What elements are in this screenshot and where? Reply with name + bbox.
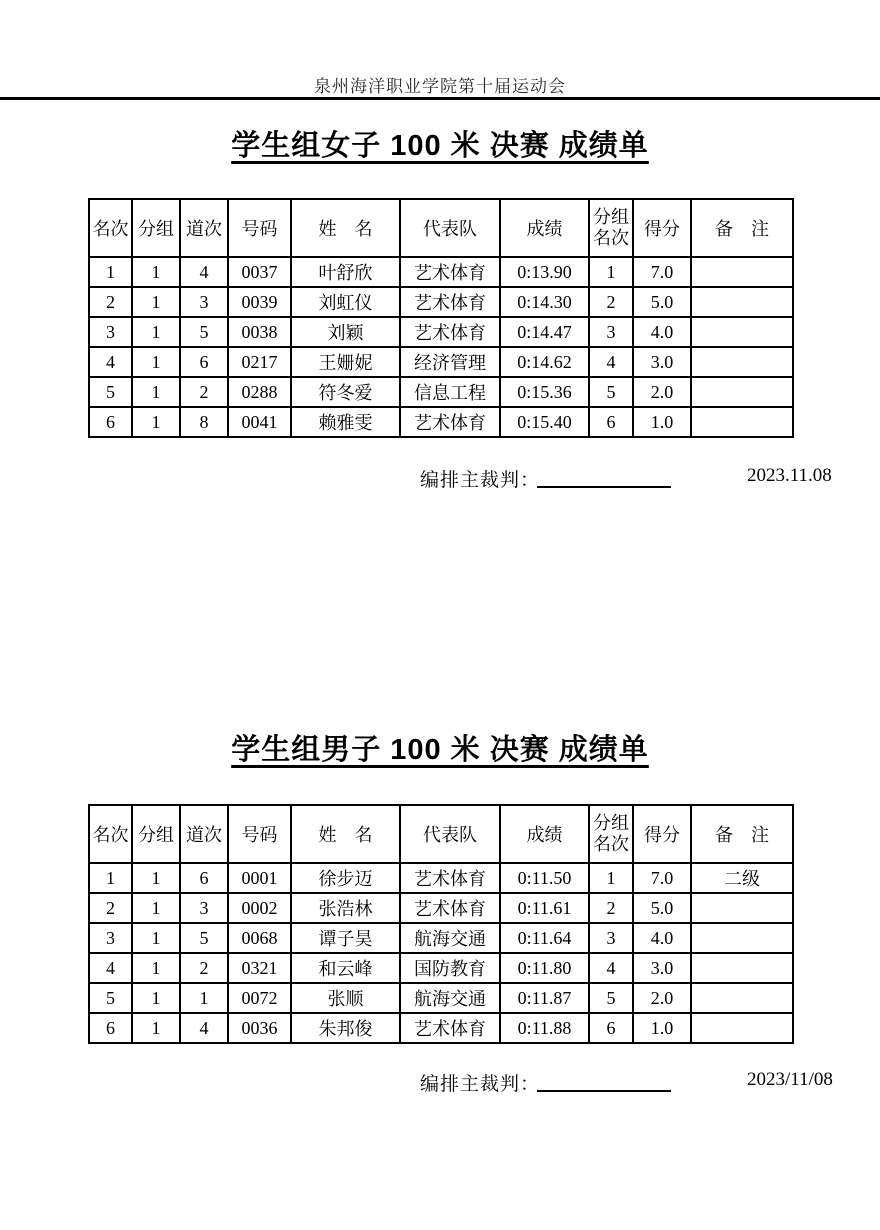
table-row: [89, 407, 793, 437]
table-row: [89, 317, 793, 347]
table-cell: [691, 257, 793, 287]
table-cell: 1: [132, 257, 180, 287]
chief-referee-label: 编排主裁判：: [420, 470, 541, 491]
table-cell: 0068: [228, 923, 291, 953]
signature-row-men: [0, 1069, 880, 1097]
table-row: [89, 257, 793, 287]
table-row: [89, 377, 793, 407]
table-cell: 1: [180, 983, 228, 1013]
table-cell: 5.0: [633, 287, 691, 317]
table-cell: 3: [180, 287, 228, 317]
table-cell: 刘颖: [291, 317, 400, 347]
column-header-remarks: 备 注: [691, 199, 793, 257]
table-cell: 艺术体育: [400, 407, 500, 437]
table-cell: 0:15.40: [500, 407, 589, 437]
table-cell: 2: [589, 893, 633, 923]
table-cell: 4: [89, 347, 132, 377]
table-row: [89, 893, 793, 923]
table-cell: 1: [132, 407, 180, 437]
column-header-number: 号码: [228, 199, 291, 257]
table-cell: 8: [180, 407, 228, 437]
table-cell: [691, 923, 793, 953]
column-header-group-rank-line2: 名次: [593, 834, 629, 854]
table-row: [89, 347, 793, 377]
table-cell: 符冬爱: [291, 377, 400, 407]
table-row: [89, 1013, 793, 1043]
table-cell: 1.0: [633, 1013, 691, 1043]
table-cell: 1: [132, 953, 180, 983]
column-header-team: 代表队: [400, 199, 500, 257]
table-cell: 2: [589, 287, 633, 317]
table-cell: 4: [180, 1013, 228, 1043]
table-cell: [691, 377, 793, 407]
chief-referee-label: 编排主裁判：: [420, 1074, 541, 1095]
table-cell: [691, 317, 793, 347]
table-cell: 0039: [228, 287, 291, 317]
table-cell: 二级: [691, 863, 793, 893]
table-cell: 0321: [228, 953, 291, 983]
table-cell: 6: [180, 347, 228, 377]
table-cell: 4: [89, 953, 132, 983]
table-row: [89, 983, 793, 1013]
table-cell: 0:14.47: [500, 317, 589, 347]
table-cell: [691, 287, 793, 317]
table-cell: 王姗妮: [291, 347, 400, 377]
column-header-name: 姓 名: [291, 199, 400, 257]
table-cell: 7.0: [633, 257, 691, 287]
table-cell: 赖雅雯: [291, 407, 400, 437]
table-cell: 0:13.90: [500, 257, 589, 287]
table-cell: 1: [589, 257, 633, 287]
table-body-men: [89, 863, 793, 1043]
column-header-number: 号码: [228, 805, 291, 863]
table-row: [89, 953, 793, 983]
column-header-result: 成绩: [500, 199, 589, 257]
table-cell: 1: [132, 317, 180, 347]
table-cell: 1: [89, 863, 132, 893]
document-header-title: 泉州海洋职业学院第十届运动会: [314, 77, 566, 96]
table-cell: 谭子昊: [291, 923, 400, 953]
table-cell: 1: [132, 377, 180, 407]
table-cell: 1: [132, 923, 180, 953]
table-cell: 2: [180, 953, 228, 983]
table-cell: 信息工程: [400, 377, 500, 407]
table-cell: 5: [89, 377, 132, 407]
table-row: [89, 863, 793, 893]
table-cell: 0041: [228, 407, 291, 437]
table-cell: 张浩林: [291, 893, 400, 923]
table-cell: 3: [89, 923, 132, 953]
table-cell: 0072: [228, 983, 291, 1013]
event-title-men-100m: 学生组男子 100 米 决赛 成绩单: [231, 734, 649, 766]
table-cell: 0:11.88: [500, 1013, 589, 1043]
table-cell: 0:15.36: [500, 377, 589, 407]
column-header-rank: 名次: [89, 805, 132, 863]
column-header-points: 得分: [633, 199, 691, 257]
table-cell: 3: [589, 317, 633, 347]
table-cell: 艺术体育: [400, 1013, 500, 1043]
table-cell: 5: [589, 377, 633, 407]
table-cell: 1: [89, 257, 132, 287]
table-cell: 1: [132, 287, 180, 317]
table-row: [89, 287, 793, 317]
table-cell: 1: [132, 983, 180, 1013]
column-header-group: 分组: [132, 805, 180, 863]
table-cell: 朱邦俊: [291, 1013, 400, 1043]
table-cell: 2.0: [633, 377, 691, 407]
table-cell: 4: [589, 953, 633, 983]
table-cell: 艺术体育: [400, 863, 500, 893]
table-cell: 5: [180, 317, 228, 347]
table-cell: 0:11.64: [500, 923, 589, 953]
table-cell: 6: [589, 1013, 633, 1043]
table-cell: 0036: [228, 1013, 291, 1043]
table-cell: 0:11.80: [500, 953, 589, 983]
date-men: 2023/11/08: [747, 1069, 833, 1090]
table-cell: 1: [132, 347, 180, 377]
signature-row-women: [0, 465, 880, 493]
table-cell: 国防教育: [400, 953, 500, 983]
table-cell: 0:11.61: [500, 893, 589, 923]
table-cell: 0038: [228, 317, 291, 347]
table-cell: 0002: [228, 893, 291, 923]
table-cell: 徐步迈: [291, 863, 400, 893]
column-header-result: 成绩: [500, 805, 589, 863]
table-cell: [691, 1013, 793, 1043]
column-header-team: 代表队: [400, 805, 500, 863]
table-cell: 航海交通: [400, 923, 500, 953]
table-cell: 0:14.30: [500, 287, 589, 317]
table-cell: [691, 347, 793, 377]
column-header-lane: 道次: [180, 199, 228, 257]
table-cell: 7.0: [633, 863, 691, 893]
table-cell: 3: [89, 317, 132, 347]
table-cell: 6: [589, 407, 633, 437]
table-cell: 5: [180, 923, 228, 953]
column-header-group-rank-line1: 分组: [593, 207, 629, 228]
table-cell: 叶舒欣: [291, 257, 400, 287]
table-cell: 张顺: [291, 983, 400, 1013]
table-cell: [691, 407, 793, 437]
table-cell: 刘虹仪: [291, 287, 400, 317]
table-cell: 2: [89, 893, 132, 923]
header-divider-rule: [0, 97, 880, 100]
column-header-group-rank: [589, 805, 633, 863]
table-cell: 2.0: [633, 983, 691, 1013]
table-body-women: [89, 257, 793, 437]
column-header-points: 得分: [633, 805, 691, 863]
table-cell: 4.0: [633, 923, 691, 953]
table-cell: 1: [132, 1013, 180, 1043]
table-cell: [691, 983, 793, 1013]
table-cell: [691, 893, 793, 923]
table-cell: 2: [89, 287, 132, 317]
date-women: 2023.11.08: [747, 465, 832, 486]
table-cell: 艺术体育: [400, 287, 500, 317]
table-cell: 0001: [228, 863, 291, 893]
table-cell: 5: [89, 983, 132, 1013]
column-header-group: 分组: [132, 199, 180, 257]
table-cell: 4: [589, 347, 633, 377]
table-cell: 3.0: [633, 953, 691, 983]
column-header-group-rank: [589, 199, 633, 257]
column-header-group-rank-line1: 分组: [593, 813, 629, 834]
table-cell: 艺术体育: [400, 893, 500, 923]
column-header-remarks: 备 注: [691, 805, 793, 863]
column-header-name: 姓 名: [291, 805, 400, 863]
table-cell: 1: [589, 863, 633, 893]
column-header-rank: 名次: [89, 199, 132, 257]
table-cell: 0:11.50: [500, 863, 589, 893]
column-header-group-rank-line2: 名次: [593, 228, 629, 248]
table-cell: 1.0: [633, 407, 691, 437]
table-cell: 6: [180, 863, 228, 893]
table-cell: 3: [180, 893, 228, 923]
table-cell: 艺术体育: [400, 257, 500, 287]
table-cell: 6: [89, 1013, 132, 1043]
table-cell: 0288: [228, 377, 291, 407]
table-cell: 0217: [228, 347, 291, 377]
column-header-lane: 道次: [180, 805, 228, 863]
results-table-men: [88, 804, 794, 1044]
table-cell: 1: [132, 893, 180, 923]
table-cell: 2: [180, 377, 228, 407]
results-table-women: [88, 198, 794, 438]
signature-blank-line: [537, 1069, 671, 1092]
table-cell: 0:11.87: [500, 983, 589, 1013]
table-cell: 3: [589, 923, 633, 953]
table-header-row: [89, 199, 793, 257]
table-cell: 0:14.62: [500, 347, 589, 377]
signature-blank-line: [537, 465, 671, 488]
table-cell: 航海交通: [400, 983, 500, 1013]
table-cell: 4: [180, 257, 228, 287]
table-cell: [691, 953, 793, 983]
table-header-row: [89, 805, 793, 863]
table-cell: 艺术体育: [400, 317, 500, 347]
table-cell: 3.0: [633, 347, 691, 377]
table-cell: 4.0: [633, 317, 691, 347]
table-cell: 和云峰: [291, 953, 400, 983]
table-row: [89, 923, 793, 953]
table-cell: 6: [89, 407, 132, 437]
table-cell: 5: [589, 983, 633, 1013]
event-title-women-100m: 学生组女子 100 米 决赛 成绩单: [231, 130, 649, 162]
table-cell: 1: [132, 863, 180, 893]
table-cell: 0037: [228, 257, 291, 287]
table-cell: 5.0: [633, 893, 691, 923]
table-cell: 经济管理: [400, 347, 500, 377]
